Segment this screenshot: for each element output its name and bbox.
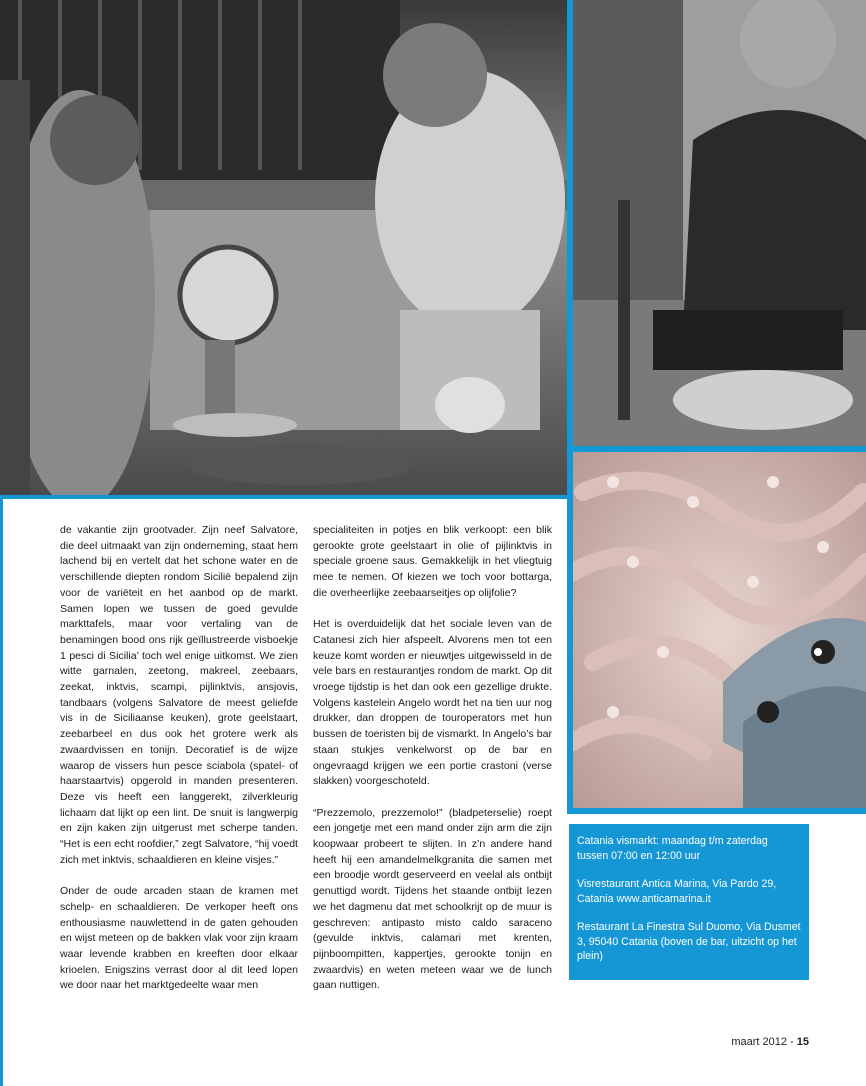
info-box: [569, 824, 809, 980]
octopus-sardines-photo: [573, 452, 866, 810]
page-footer: [731, 1036, 809, 1048]
article-column-2: [313, 523, 552, 1010]
footer-date: maart 2012 -: [731, 1036, 797, 1048]
article-column-1: [60, 523, 298, 1010]
fishmonger-photo: [573, 0, 866, 446]
info-restaurant-1: Visrestaurant Antica Marina, Via Pardo 29, Catania www.anticamarina.it: [577, 878, 777, 905]
paragraph: “Prezzemolo, prezzemolo!” (bladpeterselie) roept een jongetje met een mand onder zijn arm die zijn koopwaar probeert te slijten. In z’n andere hand heeft hij een amandelmelkgranita die samen met een broodje wordt geserveerd en veelal als ontbijt genuttigd wordt. Tijdens het staande ontbijt lezen we het dagmenu dat met schoolkrijt op de muur is geschreven: antipasto misto caldo saraceno (gevulde inktvis, calamari met krenten, pijnboompitten, kappertjes, gerookte tonijn en zwaardvis) en weten meteen waar we de lunch gaan nuttigen.: [313, 806, 552, 992]
paragraph: Het is overduidelijk dat het sociale leven van de Catanesi zich hier afspeelt. Alvorens men tot een keuze komt worden er nieuwtjes uitgewisseld in de vele bars en restaurantjes rondom de markt. Op dit vroege tijdstip is het dan ook een gezellige drukte. Volgens kastelein Angelo wordt het na tien uur nog drukker, dan droppen de touroperators met hun bussen de toeristen bij de vismarkt. In Angelo’s bar staan stukjes venkelworst op de bar en ongevraagd krijgen we een portie crastoni (verse slakken) voorgeschoteld.: [313, 618, 552, 788]
photo-border: [567, 446, 866, 452]
paragraph: de vakantie zijn grootvader. Zijn neef Salvatore, die deel uitmaakt van zijn onderneming, staat hem lachend bij en vertelt dat het schone water en de verschillende diepten rondom Sicilië bepalend zijn voor de variëteit en het aanbod op de markt. Samen lopen we tussen de goed gevulde markttafels, maar voor vertaling van de benamingen bood ons rijk geïllustreerde visboekje 1 pesci di Sicilia’ toch wel enige uitkomst. We zien witte garnalen, zeetong, makreel, zeebaars, zeekat, inktvis, scampi, pijlinktvis, ansjovis, tandbaars (volgens Salvatore de meest geliefde vis in de Siciliaanse keuken), grote geelstaart, zeebarbeel en dus ook het grotere werk als zwaardvissen en tonijn. Decoratief is de wijze waarop de vissers hun pesce sciabola (spatel- of haarstaartvis) opgerold in manden presenteren. Deze vis heeft een langgerekt, zilverkleurig lichaam dat lijkt op een lint. De snuit is langwerpig en zijn kaken zijn uitgerust met scherpe tanden. “Het is een echt roofdier,” zegt Salvatore, “hij voedt zich met inktvis, schaaldieren en kleine visjes.”: [60, 524, 298, 866]
photo-border: [0, 495, 573, 499]
photo-border: [567, 808, 866, 814]
paragraph: Onder de oude arcaden staan de kramen met schelp- en schaaldieren. De verkoper heeft ons enthousiasme nauwlettend in de gaten gehouden en wijst meteen op de bakken vlak voor zijn kraam waar levende krabben en kreeften door elkaar krioelen. Enigszins verrast door al dit leed lopen we door naar het marktgedeelte waar men: [60, 885, 298, 992]
fish-market-photo: [0, 0, 567, 497]
photo-border: [567, 452, 573, 814]
info-restaurant-2: Restaurant La Finestra Sul Duomo, Via Dusmet 3, 95040 Catania (boven de bar, uitzicht op het plein): [577, 921, 801, 962]
photo-border: [567, 0, 573, 452]
info-opening-hours: Catania vismarkt: maandag t/m zaterdag tussen 07:00 en 12:00 uur: [577, 835, 768, 862]
page-number: 15: [796, 1036, 809, 1048]
paragraph: specialiteiten in potjes en blik verkoopt: een blik gerookte grote geelstaart in olie of pijlinktvis in speciale groene saus. Gemakkelijk in het vliegtuig mee te nemen. Of kiezen we toch voor bottarga, die overheerlijke zeebaarseitjes op olijfolie?: [313, 524, 552, 599]
